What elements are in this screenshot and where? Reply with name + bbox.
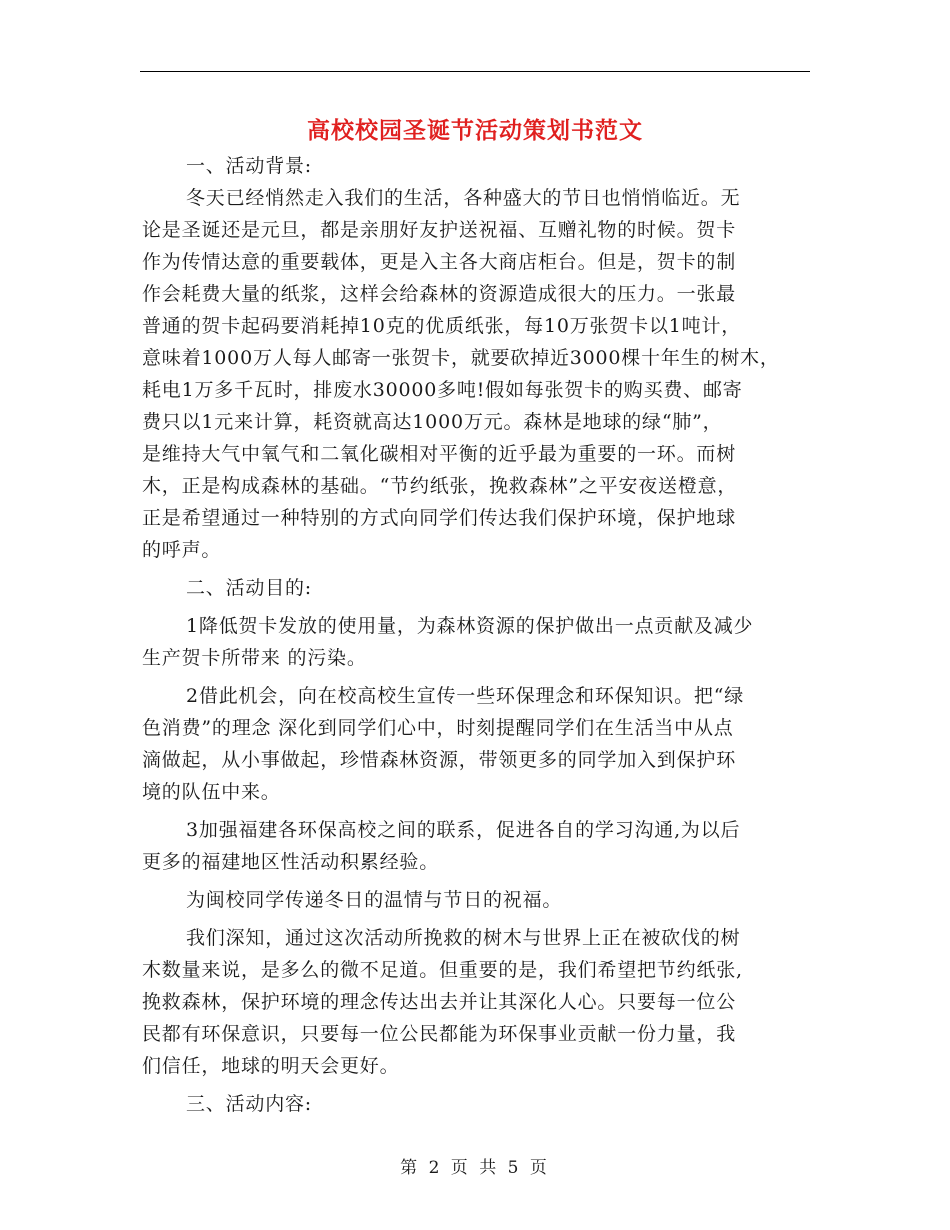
paragraph-line: 费只以1元来计算，耗资就高达1000万元。森林是地球的绿“肺”， — [142, 411, 723, 433]
paragraph-line: 木，正是构成森林的基础。“节约纸张，挽救森林”之平安夜送橙意， — [142, 475, 738, 497]
document-title: 高校校园圣诞节活动策划书范文 — [307, 117, 643, 144]
paragraph-line: 意味着1000万人每人邮寄一张贺卡，就要砍掉近3000棵十年生的树木， — [142, 347, 780, 369]
paragraph-line: 滴做起，从小事做起，珍惜森林资源，带领更多的同学加入到保护环 — [142, 749, 737, 771]
paragraph-line: 更多的福建地区性活动积累经验。 — [142, 851, 440, 873]
paragraph-line: 境的队伍中来。 — [142, 781, 281, 803]
paragraph-line: 挽救森林，保护环境的理念传达出去并让其深化人心。只要每一位公 — [142, 991, 737, 1013]
paragraph-line: 的呼声。 — [142, 539, 222, 561]
paragraph-line: 生产贺卡所带来 的污染。 — [142, 647, 367, 669]
paragraph-line: 我们深知，通过这次活动所挽救的树木与世界上正在被砍伐的树 — [186, 927, 741, 949]
paragraph-line: 作为传情达意的重要载体，更是入主各大商店柜台。但是，贺卡的制 — [142, 251, 737, 273]
paragraph-line: 耗电1万多千瓦时，排废水30000多吨!假如每张贺卡的购买费、邮寄 — [142, 379, 743, 401]
document-body — [142, 150, 812, 1120]
paragraph-line: 冬天已经悄然走入我们的生活，各种盛大的节日也悄悄临近。无 — [186, 187, 741, 209]
paragraph-line: 作会耗费大量的纸浆，这样会给森林的资源造成很大的压力。一张最 — [142, 283, 737, 305]
section-heading: 三、活动内容: — [186, 1093, 313, 1115]
section-heading: 二、活动目的: — [186, 577, 313, 599]
page-footer: 第 2 页 共 5 页 — [400, 1158, 550, 1178]
paragraph-line: 民都有环保意识，只要每一位公民都能为环保事业贡献一份力量，我 — [142, 1023, 737, 1045]
paragraph-line: 为闽校同学传递冬日的温情与节日的祝福。 — [186, 889, 563, 911]
paragraph-line: 1降低贺卡发放的使用量，为森林资源的保护做出一点贡献及减少 — [186, 615, 754, 637]
header-rule — [140, 71, 810, 72]
paragraph-line: 木数量来说，是多么的微不足道。但重要的是，我们希望把节约纸张, — [142, 959, 743, 981]
paragraph-line: 们信任，地球的明天会更好。 — [142, 1055, 400, 1077]
paragraph-line: 2借此机会，向在校高校生宣传一些环保理念和环保知识。把“绿 — [186, 685, 745, 707]
paragraph-line: 普通的贺卡起码要消耗掉10克的优质纸张，每10万张贺卡以1吨计， — [142, 315, 742, 337]
section-heading: 一、活动背景: — [186, 155, 313, 177]
paragraph-line: 正是希望通过一种特别的方式向同学们传达我们保护环境，保护地球 — [142, 507, 737, 529]
paragraph-line: 3加强福建各环保高校之间的联系，促进各自的学习沟通,为以后 — [186, 819, 741, 841]
paragraph-line: 论是圣诞还是元旦，都是亲朋好友护送祝福、互赠礼物的时候。贺卡 — [142, 219, 737, 241]
paragraph-line: 是维持大气中氧气和二氧化碳相对平衡的近乎最为重要的一环。而树 — [142, 443, 737, 465]
paragraph-line: 色消费”的理念 深化到同学们心中，时刻提醒同学们在生活当中从点 — [142, 717, 734, 739]
